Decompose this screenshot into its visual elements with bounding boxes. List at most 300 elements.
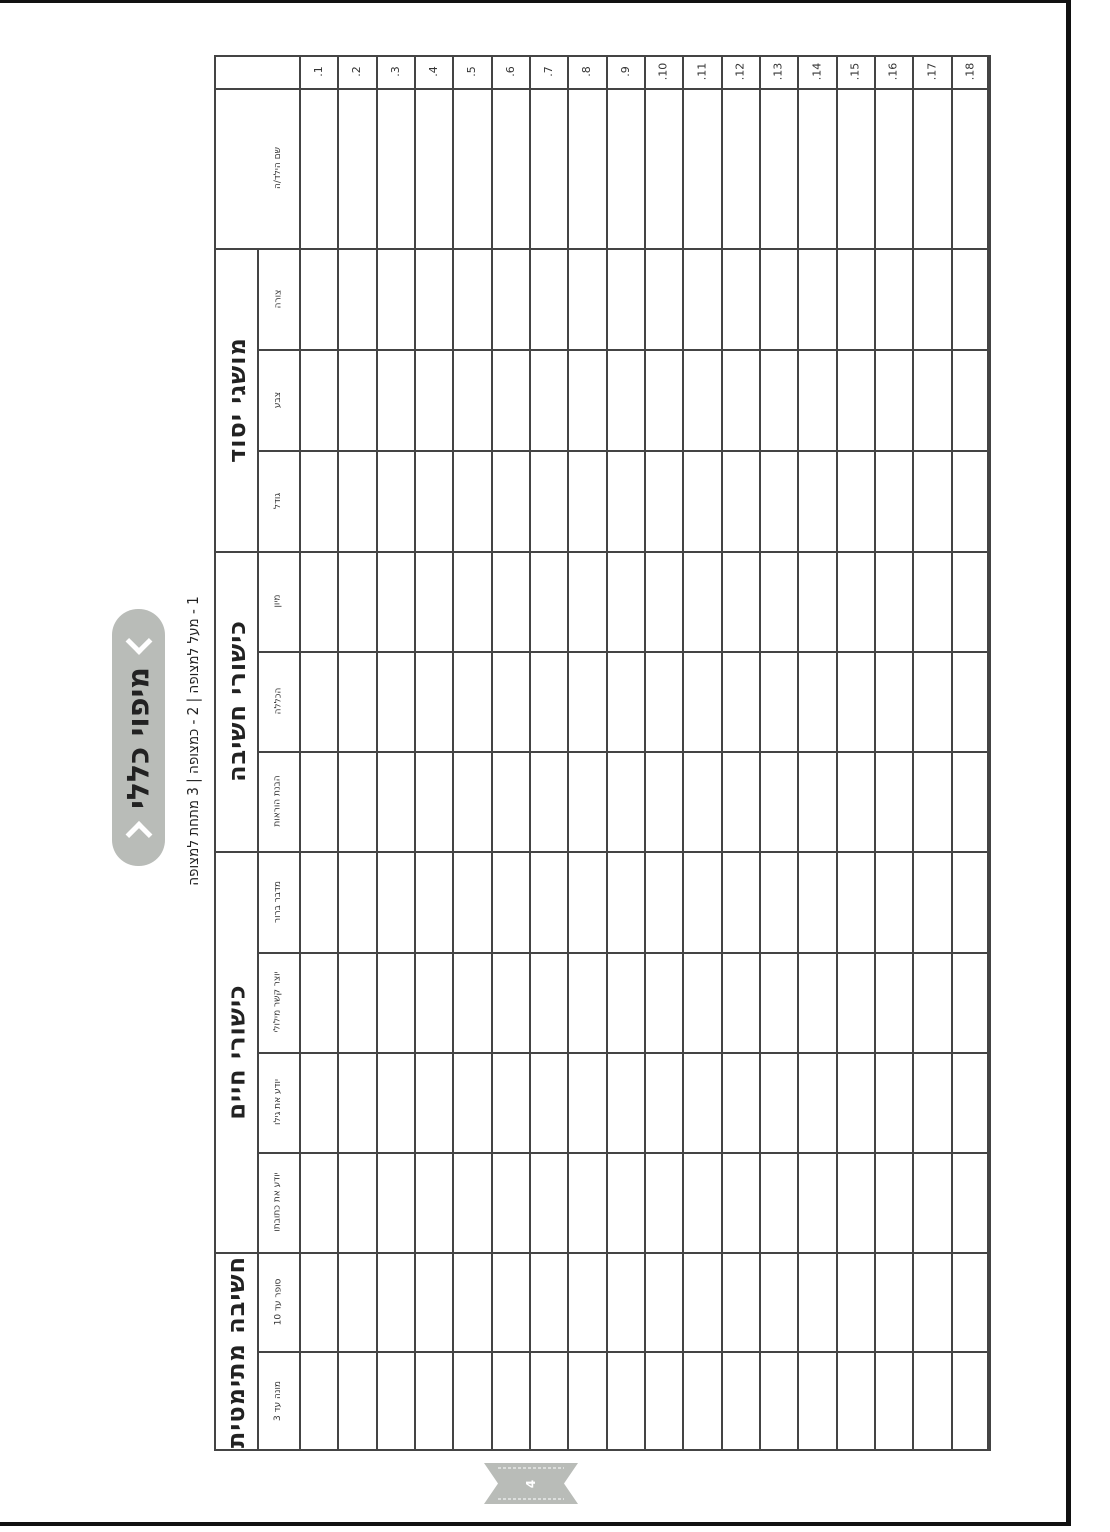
child-name-cell[interactable] <box>953 90 989 248</box>
rating-cell[interactable] <box>646 954 682 1052</box>
rating-cell[interactable] <box>838 1154 874 1252</box>
rating-cell[interactable] <box>493 250 529 349</box>
rating-cell[interactable] <box>416 1353 452 1451</box>
criteria-column-header-label: יוצר קשר מילולי <box>273 971 283 1033</box>
rating-cell[interactable] <box>684 1254 721 1351</box>
rating-cell[interactable] <box>454 351 491 450</box>
rating-cell[interactable] <box>799 853 836 952</box>
rating-cell[interactable] <box>493 853 529 952</box>
rating-cell[interactable] <box>416 553 452 651</box>
rating-cell[interactable] <box>454 653 491 751</box>
rating-cell[interactable] <box>953 753 989 851</box>
rating-cell[interactable] <box>301 1353 337 1451</box>
rating-cell[interactable] <box>531 954 567 1052</box>
rating-cell[interactable] <box>723 954 759 1052</box>
rating-cell[interactable] <box>339 250 376 349</box>
rating-cell[interactable] <box>876 1154 912 1252</box>
rating-cell[interactable] <box>378 753 414 851</box>
criteria-column-header <box>257 349 299 450</box>
rating-cell[interactable] <box>378 1254 414 1351</box>
rating-cell[interactable] <box>953 1353 989 1451</box>
rating-cell[interactable] <box>646 853 682 952</box>
child-name-cell[interactable] <box>684 90 721 248</box>
rating-cell[interactable] <box>953 452 989 551</box>
rating-cell[interactable] <box>339 351 376 450</box>
rating-cell[interactable] <box>608 351 644 450</box>
criteria-column-header-label: הכללה <box>273 687 283 715</box>
rating-cell[interactable] <box>339 1154 376 1252</box>
rating-cell[interactable] <box>876 553 912 651</box>
row-number <box>797 55 836 88</box>
rating-cell[interactable] <box>454 954 491 1052</box>
rating-cell[interactable] <box>569 853 606 952</box>
rating-cell[interactable] <box>301 1154 337 1252</box>
rating-cell[interactable] <box>876 653 912 751</box>
rating-cell[interactable] <box>339 954 376 1052</box>
row-number <box>644 55 682 88</box>
group-header <box>216 248 257 551</box>
rating-cell[interactable] <box>876 1254 912 1351</box>
rating-cell[interactable] <box>608 653 644 751</box>
child-name-cell[interactable] <box>914 90 951 248</box>
rating-cell[interactable] <box>301 653 337 751</box>
row-number-label: .17 <box>925 62 938 81</box>
child-name-cell[interactable] <box>531 90 567 248</box>
rating-cell[interactable] <box>914 452 951 551</box>
rating-cell[interactable] <box>646 1154 682 1252</box>
rating-cell[interactable] <box>301 250 337 349</box>
rating-cell[interactable] <box>723 553 759 651</box>
rating-cell[interactable] <box>531 1254 567 1351</box>
rating-cell[interactable] <box>838 1254 874 1351</box>
rating-cell[interactable] <box>723 452 759 551</box>
rating-cell[interactable] <box>339 653 376 751</box>
rating-cell[interactable] <box>378 351 414 450</box>
rating-cell[interactable] <box>569 1254 606 1351</box>
rating-cell[interactable] <box>531 753 567 851</box>
rating-cell[interactable] <box>953 553 989 651</box>
rating-cell[interactable] <box>493 1154 529 1252</box>
rating-cell[interactable] <box>378 553 414 651</box>
rating-cell[interactable] <box>723 250 759 349</box>
rating-cell[interactable] <box>646 1353 682 1451</box>
rating-cell[interactable] <box>761 753 797 851</box>
child-name-cell[interactable] <box>454 90 491 248</box>
rating-cell[interactable] <box>723 351 759 450</box>
rating-cell[interactable] <box>723 1054 759 1152</box>
criteria-column-header <box>257 952 299 1052</box>
rating-cell[interactable] <box>876 1054 912 1152</box>
rating-cell[interactable] <box>378 250 414 349</box>
rating-cell[interactable] <box>416 954 452 1052</box>
rating-cell[interactable] <box>608 452 644 551</box>
row-number-label: .18 <box>963 62 977 81</box>
rating-cell[interactable] <box>569 753 606 851</box>
rating-cell[interactable] <box>799 553 836 651</box>
rating-cell[interactable] <box>953 954 989 1052</box>
rating-cell[interactable] <box>569 1353 606 1451</box>
rating-cell[interactable] <box>953 653 989 751</box>
rating-cell[interactable] <box>493 653 529 751</box>
rating-cell[interactable] <box>339 1054 376 1152</box>
row-number-label: .9 <box>618 66 632 77</box>
rating-cell[interactable] <box>378 853 414 952</box>
row-number <box>874 55 912 88</box>
rating-cell[interactable] <box>608 753 644 851</box>
rating-cell[interactable] <box>378 1154 414 1252</box>
rating-cell[interactable] <box>416 653 452 751</box>
rating-cell[interactable] <box>454 553 491 651</box>
rating-cell[interactable] <box>761 250 797 349</box>
rating-cell[interactable] <box>301 753 337 851</box>
rating-cell[interactable] <box>684 954 721 1052</box>
rating-cell[interactable] <box>799 1254 836 1351</box>
rating-cell[interactable] <box>646 753 682 851</box>
rating-cell[interactable] <box>684 250 721 349</box>
rating-cell[interactable] <box>799 1054 836 1152</box>
rating-cell[interactable] <box>914 1154 951 1252</box>
rating-cell[interactable] <box>723 653 759 751</box>
rating-cell[interactable] <box>876 954 912 1052</box>
criteria-column-header-label: מיון <box>273 594 283 608</box>
criteria-column-header-label: צורה <box>272 289 283 308</box>
row-number <box>721 55 759 88</box>
rating-cell[interactable] <box>761 1254 797 1351</box>
rating-cell[interactable] <box>569 653 606 751</box>
rating-cell[interactable] <box>761 1154 797 1252</box>
rating-cell[interactable] <box>799 351 836 450</box>
child-name-cell[interactable] <box>761 90 797 248</box>
rating-cell[interactable] <box>799 1353 836 1451</box>
rating-cell[interactable] <box>914 954 951 1052</box>
row-number-label: .4 <box>426 66 440 77</box>
rating-cell[interactable] <box>953 853 989 952</box>
criteria-column-header <box>257 551 299 651</box>
rating-cell[interactable] <box>723 1353 759 1451</box>
rating-cell[interactable] <box>531 452 567 551</box>
rating-cell[interactable] <box>608 1154 644 1252</box>
rating-cell[interactable] <box>339 553 376 651</box>
rating-cell[interactable] <box>953 1154 989 1252</box>
rating-cell[interactable] <box>301 452 337 551</box>
rating-cell[interactable] <box>301 351 337 450</box>
rating-cell[interactable] <box>646 351 682 450</box>
rating-cell[interactable] <box>838 553 874 651</box>
rating-cell[interactable] <box>684 553 721 651</box>
criteria-column-header-label: יודע את כתובתו <box>273 1172 283 1232</box>
rating-cell[interactable] <box>493 452 529 551</box>
rating-cell[interactable] <box>378 1054 414 1152</box>
child-name-cell[interactable] <box>608 90 644 248</box>
group-header <box>216 1252 257 1451</box>
child-name-cell[interactable] <box>339 90 376 248</box>
rating-cell[interactable] <box>454 1254 491 1351</box>
criteria-column-header-label: גודל <box>272 492 283 509</box>
rating-cell[interactable] <box>838 653 874 751</box>
criteria-column-header-label: צבע <box>273 391 283 408</box>
rating-cell[interactable] <box>416 853 452 952</box>
rating-cell[interactable] <box>416 753 452 851</box>
rating-cell[interactable] <box>684 753 721 851</box>
rating-cell[interactable] <box>301 853 337 952</box>
rating-cell[interactable] <box>684 1353 721 1451</box>
chevron-left-icon <box>125 821 152 848</box>
rating-cell[interactable] <box>761 1353 797 1451</box>
rating-cell[interactable] <box>799 954 836 1052</box>
name-column-header <box>257 88 299 248</box>
rating-cell[interactable] <box>416 250 452 349</box>
rating-cell[interactable] <box>531 1154 567 1252</box>
rating-cell[interactable] <box>914 250 951 349</box>
row-number-label: .14 <box>810 62 823 81</box>
rating-cell[interactable] <box>569 954 606 1052</box>
row-number <box>759 55 797 88</box>
rating-cell[interactable] <box>838 351 874 450</box>
row-number <box>337 55 376 88</box>
rating-cell[interactable] <box>454 452 491 551</box>
rating-cell[interactable] <box>493 954 529 1052</box>
rating-cell[interactable] <box>646 1054 682 1152</box>
rating-cell[interactable] <box>493 1353 529 1451</box>
rating-cell[interactable] <box>761 853 797 952</box>
rating-cell[interactable] <box>914 853 951 952</box>
row-number-label: .6 <box>503 66 517 77</box>
rating-cell[interactable] <box>646 653 682 751</box>
rating-cell[interactable] <box>378 653 414 751</box>
child-name-cell[interactable] <box>569 90 606 248</box>
rating-cell[interactable] <box>684 351 721 450</box>
rating-cell[interactable] <box>761 653 797 751</box>
row-number <box>299 55 337 88</box>
rating-cell[interactable] <box>684 452 721 551</box>
rating-cell[interactable] <box>799 653 836 751</box>
rating-legend-text: 1 - מעל למצופה | 2 - כמצופה | 3 מתחת למצופה <box>184 596 202 886</box>
rating-cell[interactable] <box>454 1054 491 1152</box>
rating-cell[interactable] <box>723 753 759 851</box>
rating-cell[interactable] <box>684 1154 721 1252</box>
row-number <box>529 55 567 88</box>
row-number <box>491 55 529 88</box>
criteria-column-header <box>257 1351 299 1451</box>
rating-cell[interactable] <box>953 351 989 450</box>
title-pill <box>112 609 165 866</box>
rating-cell[interactable] <box>914 1254 951 1351</box>
rating-cell[interactable] <box>493 753 529 851</box>
group-header-label: כישורי חיים <box>222 983 251 1120</box>
row-number-label: .12 <box>733 62 747 81</box>
rating-cell[interactable] <box>684 1054 721 1152</box>
rating-cell[interactable] <box>761 553 797 651</box>
page-frame-right <box>1066 0 1071 1526</box>
row-number <box>951 55 989 88</box>
rating-cell[interactable] <box>646 452 682 551</box>
rating-cell[interactable] <box>454 1353 491 1451</box>
rating-cell[interactable] <box>799 250 836 349</box>
rating-cell[interactable] <box>493 1054 529 1152</box>
rating-cell[interactable] <box>723 853 759 952</box>
rating-cell[interactable] <box>799 452 836 551</box>
row-number-label: .10 <box>656 62 670 81</box>
rating-cell[interactable] <box>876 853 912 952</box>
rating-cell[interactable] <box>799 1154 836 1252</box>
rating-cell[interactable] <box>378 954 414 1052</box>
rating-cell[interactable] <box>684 853 721 952</box>
rating-cell[interactable] <box>454 853 491 952</box>
child-name-cell[interactable] <box>876 90 912 248</box>
child-name-cell[interactable] <box>378 90 414 248</box>
rating-cell[interactable] <box>761 954 797 1052</box>
rating-cell[interactable] <box>838 250 874 349</box>
rating-cell[interactable] <box>416 1054 452 1152</box>
rating-cell[interactable] <box>953 1054 989 1152</box>
row-number <box>376 55 414 88</box>
rating-cell[interactable] <box>339 452 376 551</box>
name-column-header-label: שם הילד/ה <box>273 146 284 190</box>
page-frame-bottom <box>0 1522 1070 1526</box>
rating-cell[interactable] <box>569 250 606 349</box>
criteria-column-header <box>257 1252 299 1351</box>
rating-cell[interactable] <box>531 653 567 751</box>
rating-cell[interactable] <box>876 452 912 551</box>
rating-cell[interactable] <box>416 351 452 450</box>
rating-cell[interactable] <box>339 853 376 952</box>
rating-cell[interactable] <box>416 452 452 551</box>
child-name-cell[interactable] <box>493 90 529 248</box>
rating-cell[interactable] <box>876 753 912 851</box>
rating-cell[interactable] <box>301 954 337 1052</box>
rating-cell[interactable] <box>378 1353 414 1451</box>
rating-cell[interactable] <box>761 351 797 450</box>
rating-cell[interactable] <box>684 653 721 751</box>
child-name-cell[interactable] <box>646 90 682 248</box>
row-number <box>567 55 606 88</box>
criteria-column-header <box>257 450 299 551</box>
rating-cell[interactable] <box>301 553 337 651</box>
group-header <box>216 851 257 1252</box>
rating-cell[interactable] <box>531 853 567 952</box>
rating-cell[interactable] <box>914 1054 951 1152</box>
rating-cell[interactable] <box>838 954 874 1052</box>
row-number <box>452 55 491 88</box>
rating-cell[interactable] <box>953 250 989 349</box>
rating-cell[interactable] <box>838 452 874 551</box>
rating-cell[interactable] <box>454 753 491 851</box>
rating-cell[interactable] <box>569 351 606 450</box>
child-name-cell[interactable] <box>416 90 452 248</box>
page-number-tab <box>484 1463 578 1504</box>
rating-cell[interactable] <box>608 250 644 349</box>
child-name-cell[interactable] <box>723 90 759 248</box>
rating-cell[interactable] <box>569 553 606 651</box>
rating-cell[interactable] <box>608 1054 644 1152</box>
child-name-cell[interactable] <box>301 90 337 248</box>
page-number: 4 <box>523 1479 538 1488</box>
rating-legend <box>180 551 206 931</box>
rating-cell[interactable] <box>914 351 951 450</box>
rating-cell[interactable] <box>531 250 567 349</box>
rating-cell[interactable] <box>569 1154 606 1252</box>
rating-cell[interactable] <box>454 1154 491 1252</box>
rating-cell[interactable] <box>876 250 912 349</box>
rating-cell[interactable] <box>914 1353 951 1451</box>
chevron-right-icon <box>125 628 152 655</box>
rating-cell[interactable] <box>876 1353 912 1451</box>
group-header <box>216 551 257 851</box>
criteria-column-header-label: סופר עד 10 <box>273 1278 283 1325</box>
child-name-cell[interactable] <box>838 90 874 248</box>
row-number <box>912 55 951 88</box>
row-number-label: .15 <box>848 62 862 81</box>
rating-cell[interactable] <box>761 1054 797 1152</box>
rating-cell[interactable] <box>531 1054 567 1152</box>
rating-cell[interactable] <box>339 1254 376 1351</box>
row-number-label: .1 <box>311 66 325 77</box>
rating-cell[interactable] <box>646 250 682 349</box>
rating-cell[interactable] <box>608 954 644 1052</box>
rating-cell[interactable] <box>761 452 797 551</box>
row-number-label: .8 <box>580 66 593 77</box>
rating-cell[interactable] <box>723 1254 759 1351</box>
rating-cell[interactable] <box>608 1353 644 1451</box>
rating-cell[interactable] <box>416 1154 452 1252</box>
rating-cell[interactable] <box>608 1254 644 1351</box>
row-number <box>606 55 644 88</box>
rating-cell[interactable] <box>646 553 682 651</box>
rating-cell[interactable] <box>838 1353 874 1451</box>
rating-cell[interactable] <box>914 753 951 851</box>
rating-cell[interactable] <box>493 351 529 450</box>
rating-cell[interactable] <box>608 553 644 651</box>
rating-cell[interactable] <box>339 1353 376 1451</box>
rating-cell[interactable] <box>531 351 567 450</box>
row-number <box>414 55 452 88</box>
assessment-table <box>214 55 989 1451</box>
rating-cell[interactable] <box>569 452 606 551</box>
rating-cell[interactable] <box>838 1054 874 1152</box>
rating-cell[interactable] <box>301 1254 337 1351</box>
criteria-column-header <box>257 851 299 952</box>
rating-cell[interactable] <box>646 1254 682 1351</box>
rating-cell[interactable] <box>493 553 529 651</box>
criteria-column-header-label: יודע את גילו <box>273 1079 283 1125</box>
rating-cell[interactable] <box>301 1054 337 1152</box>
rating-cell[interactable] <box>876 351 912 450</box>
row-number-label: .11 <box>695 62 708 81</box>
rating-cell[interactable] <box>378 452 414 551</box>
rating-cell[interactable] <box>493 1254 529 1351</box>
rating-cell[interactable] <box>799 753 836 851</box>
group-header-label: חשיבה מתימטית <box>222 1255 251 1448</box>
rating-cell[interactable] <box>838 853 874 952</box>
rating-cell[interactable] <box>953 1254 989 1351</box>
rating-cell[interactable] <box>531 1353 567 1451</box>
group-header-label: כישורי חשיבה <box>222 620 251 782</box>
rating-cell[interactable] <box>339 753 376 851</box>
rating-cell[interactable] <box>838 753 874 851</box>
rating-cell[interactable] <box>454 250 491 349</box>
criteria-column-header <box>257 751 299 851</box>
row-number-label: .7 <box>541 66 555 77</box>
rating-cell[interactable] <box>569 1054 606 1152</box>
rating-cell[interactable] <box>531 553 567 651</box>
rating-cell[interactable] <box>416 1254 452 1351</box>
rating-cell[interactable] <box>608 853 644 952</box>
rating-cell[interactable] <box>723 1154 759 1252</box>
criteria-column-header-label: מדבר ברור <box>273 880 283 923</box>
rating-cell[interactable] <box>914 553 951 651</box>
rating-cell[interactable] <box>914 653 951 751</box>
child-name-cell[interactable] <box>799 90 836 248</box>
